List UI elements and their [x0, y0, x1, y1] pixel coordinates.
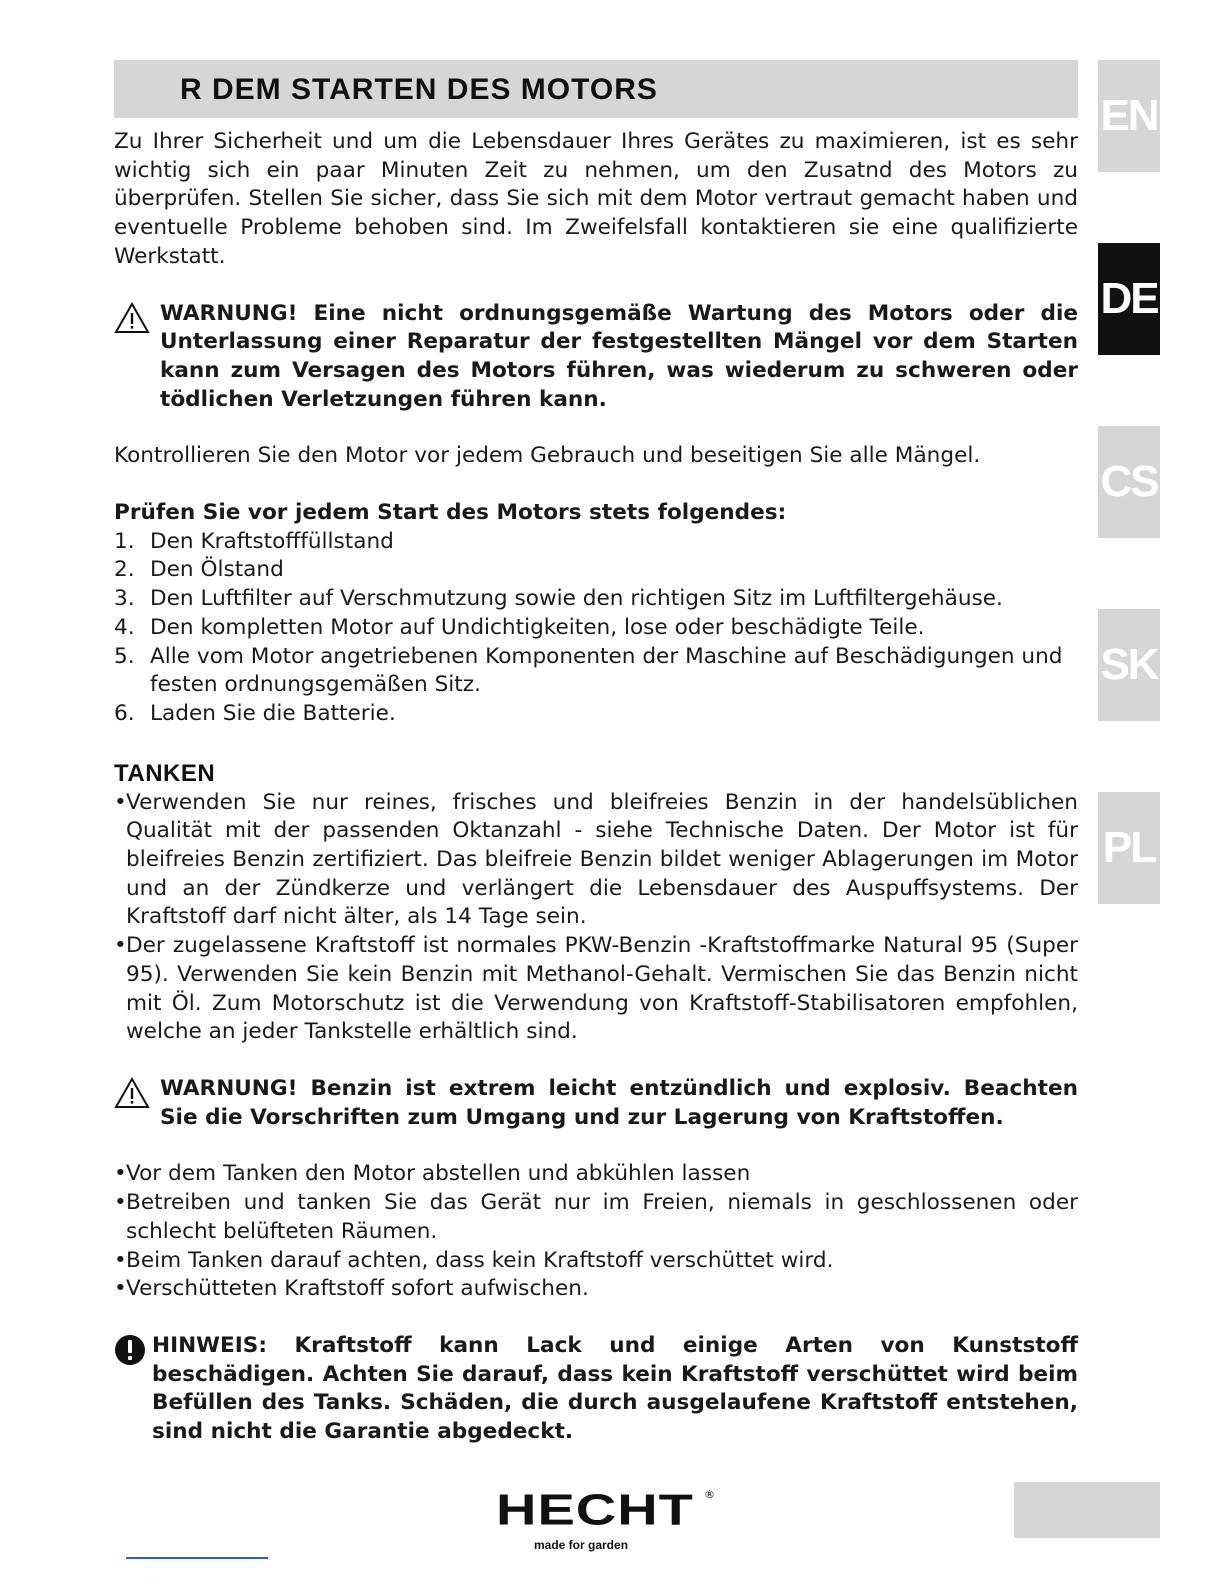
tanken-heading: TANKEN	[114, 759, 216, 787]
section-title: R DEM STARTEN DES MOTORS	[180, 73, 658, 106]
language-tab-sk[interactable]: SK	[1098, 609, 1160, 721]
hinweis-text: HINWEIS: Kraftstoff kann Lack und einige Arten von Kunststoff beschädigen. Achten Sie darauf, dass kein Kraftstoff verschüttet wird beim Befüllen des Tanks. Schäden, die durch ausgelaufene Kraftstoff entstehen, sind nicht die Garantie abgedeckt.	[152, 1332, 1078, 1445]
language-tab-en[interactable]: EN	[1098, 60, 1160, 172]
list-item: • Beim Tanken darauf achten, dass kein Kraftstoff verschüttet wird.	[114, 1247, 834, 1273]
main-content	[114, 128, 1078, 1447]
checklist-heading: Prüfen Sie vor jedem Start des Motors stets folgendes:	[114, 500, 787, 526]
section-header-bar	[114, 60, 1078, 118]
warning-triangle-icon	[114, 1077, 150, 1109]
list-item: 6. Laden Sie die Batterie.	[114, 700, 396, 726]
checklist	[114, 528, 1078, 729]
list-item: • Vor dem Tanken den Motor abstellen und abkühlen lassen	[114, 1161, 751, 1187]
registered-mark: ®	[704, 1488, 715, 1501]
tanken-bullet-list	[114, 789, 1078, 1047]
refuel-bullet-list	[114, 1160, 1078, 1304]
language-tab-de[interactable]: DE	[1098, 243, 1160, 355]
list-item: 5. Alle vom Motor angetriebenen Komponenten der Maschine auf Beschädigungen und festen ordnungsgemäßen Sitz.	[114, 643, 1063, 698]
footer-divider	[126, 1557, 268, 1559]
logo-tagline: made for garden	[534, 1538, 629, 1552]
language-tab-cs[interactable]: CS	[1098, 426, 1160, 538]
page-number-box	[1014, 1482, 1160, 1538]
list-item: 3. Den Luftfilter auf Verschmutzung sowie den richtigen Sitz im Luftfiltergehäuse.	[114, 586, 1003, 612]
warning-block-maintenance	[114, 300, 1078, 415]
hinweis-block	[114, 1332, 1078, 1447]
list-item: • Verwenden Sie nur reines, frisches und bleifreies Benzin in der handelsüblichen Qualität mit der passenden Oktanzahl - siehe Technische Daten. Der Motor ist für bleifreies Benzin zertifiziert. Das bleifreie Benzin bildet weniger Ablagerungen im Motor und an der Zündkerze und verlängert die Lebensdauer des Auspuffsystems. Der Kraftstoff darf nicht älter, als 14 Tage sein.	[114, 789, 1078, 930]
warning-block-petrol	[114, 1075, 1078, 1132]
brand-logo	[492, 1484, 722, 1558]
list-item: • Verschütteten Kraftstoff sofort aufwischen.	[114, 1276, 589, 1302]
language-tab-pl[interactable]: PL	[1098, 792, 1160, 904]
exclamation-circle-icon	[114, 1334, 146, 1366]
list-item: • Betreiben und tanken Sie das Gerät nur im Freien, niemals in geschlossenen oder schlecht belüfteten Räumen.	[114, 1190, 1078, 1244]
intro-paragraph: Zu Ihrer Sicherheit und um die Lebensdauer Ihres Gerätes zu maximieren, ist es sehr wichtig sich ein paar Minuten Zeit zu nehmen, um den Zusatnd des Motors zu überprüfen. Stellen Sie sicher, dass Sie sich mit dem Motor vertraut gemacht haben und eventuelle Probleme behoben sind. Im Zweifelsfall kontaktieren sie eine qualifizierte Werkstatt.	[114, 129, 1078, 269]
list-item: 2. Den Ölstand	[114, 557, 284, 583]
warning-text-maintenance: WARNUNG! Eine nicht ordnungsgemäße Wartung des Motors oder die Unterlassung einer Reparatur der festgestellten Mängel vor dem Starten kann zum Versagen des Motors führen, was wiederum zu schweren oder tödlichen Verletzungen führen kann.	[160, 300, 1078, 412]
list-item: • Der zugelassene Kraftstoff ist normales PKW-Benzin -Kraftstoffmarke Natural 95 (Super 95). Verwenden Sie kein Benzin mit Methanol-Gehalt. Vermischen Sie das Benzin nicht mit Öl. Zum Motorschutz ist die Verwendung von Kraftstoff-Stabilisatoren empfohlen, welche an jeder Tankstelle erhältlich sind.	[114, 933, 1078, 1045]
control-paragraph: Kontrollieren Sie den Motor vor jedem Gebrauch und beseitigen Sie alle Mängel.	[114, 443, 981, 469]
logo-wordmark: HECHT	[496, 1484, 694, 1535]
list-item: 1. Den Kraftstofffüllstand	[114, 528, 394, 554]
warning-triangle-icon	[114, 302, 150, 334]
warning-text-petrol: WARNUNG! Benzin ist extrem leicht entzündlich und explosiv. Beachten Sie die Vorschriften zum Umgang und zur Lagerung von Kraftstoffen.	[160, 1075, 1078, 1130]
list-item: 4. Den kompletten Motor auf Undichtigkeiten, lose oder beschädigte Teile.	[114, 614, 925, 640]
